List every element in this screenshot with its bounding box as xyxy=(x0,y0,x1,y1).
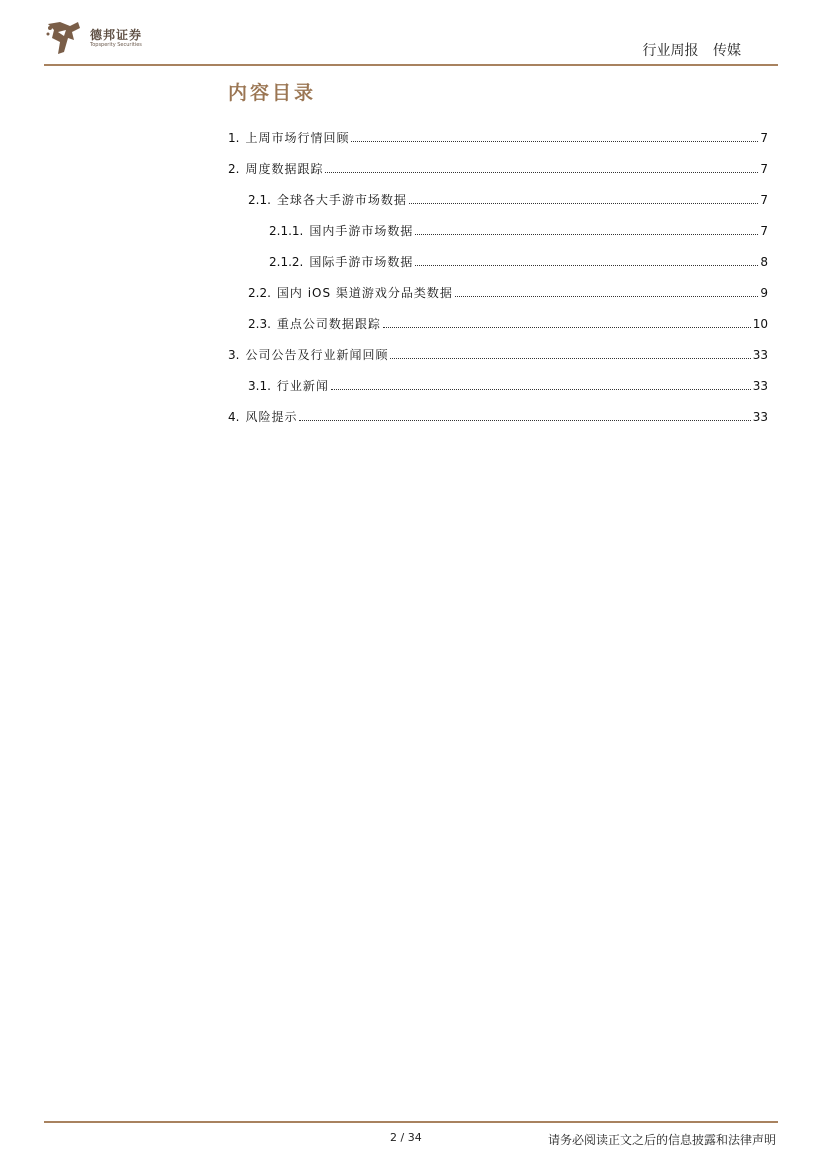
disclaimer-note: 请务必阅读正文之后的信息披露和法律声明 xyxy=(547,1133,776,1147)
toc-leader xyxy=(299,420,750,421)
toc-text: 上周市场行情回顾 xyxy=(245,131,350,145)
toc-text: 公司公告及行业新闻回顾 xyxy=(245,348,389,362)
toc-text: 周度数据跟踪 xyxy=(245,162,324,176)
toc-entry[interactable] xyxy=(269,215,768,246)
footer-divider xyxy=(44,1121,778,1123)
toc-text: 全球各大手游市场数据 xyxy=(276,193,407,207)
toc-page: 8 xyxy=(760,254,768,269)
table-of-contents xyxy=(228,122,768,432)
toc-entry[interactable] xyxy=(228,401,768,432)
report-category xyxy=(643,40,741,60)
toc-entry[interactable] xyxy=(269,246,768,277)
toc-leader xyxy=(455,296,758,297)
toc-leader xyxy=(415,234,758,235)
toc-number: 1. xyxy=(228,130,240,145)
company-logo xyxy=(44,18,142,58)
toc-title: 内容目录 xyxy=(228,82,317,104)
toc-entry[interactable] xyxy=(228,339,768,370)
toc-number: 2.2. xyxy=(248,285,271,300)
toc-number: 2.1. xyxy=(248,192,271,207)
toc-leader xyxy=(390,358,750,359)
toc-leader xyxy=(331,389,751,390)
toc-leader xyxy=(415,265,758,266)
toc-number: 2.1.2. xyxy=(269,254,304,269)
toc-number: 2. xyxy=(228,161,240,176)
toc-entry[interactable] xyxy=(248,184,768,215)
page-number: 2 / 34 xyxy=(390,1131,422,1144)
toc-number: 2.1.1. xyxy=(269,223,304,238)
report-type: 行业周报 xyxy=(642,43,699,59)
toc-leader xyxy=(383,327,751,328)
logo-text-cn: 德邦证券 xyxy=(90,27,143,42)
toc-entry[interactable] xyxy=(228,153,768,184)
toc-page: 33 xyxy=(752,347,768,362)
toc-text: 国内 iOS 渠道游戏分品类数据 xyxy=(276,286,453,300)
header-divider xyxy=(44,64,778,66)
toc-page: 10 xyxy=(752,316,768,331)
toc-leader xyxy=(351,141,758,142)
toc-entry[interactable] xyxy=(248,308,768,339)
toc-page: 33 xyxy=(752,378,768,393)
toc-text: 国际手游市场数据 xyxy=(309,255,414,269)
toc-page: 7 xyxy=(760,192,768,207)
toc-number: 3. xyxy=(228,347,240,362)
toc-number: 2.3. xyxy=(248,316,271,331)
toc-page: 9 xyxy=(760,285,768,300)
toc-entry[interactable] xyxy=(248,277,768,308)
logo-text-en: Topsperity Securities xyxy=(90,41,142,48)
report-sector: 传媒 xyxy=(713,43,741,59)
toc-entry[interactable] xyxy=(228,122,768,153)
toc-page: 7 xyxy=(760,161,768,176)
toc-entry[interactable] xyxy=(248,370,768,401)
toc-page: 7 xyxy=(760,130,768,145)
toc-number: 3.1. xyxy=(248,378,271,393)
toc-text: 重点公司数据跟踪 xyxy=(276,317,381,331)
toc-text: 风险提示 xyxy=(245,410,298,424)
toc-page: 33 xyxy=(752,409,768,424)
toc-leader xyxy=(325,172,758,173)
toc-number: 4. xyxy=(228,409,240,424)
logo-icon xyxy=(44,18,84,58)
toc-leader xyxy=(409,203,758,204)
toc-text: 行业新闻 xyxy=(276,379,329,393)
toc-page: 7 xyxy=(760,223,768,238)
toc-text: 国内手游市场数据 xyxy=(309,224,414,238)
